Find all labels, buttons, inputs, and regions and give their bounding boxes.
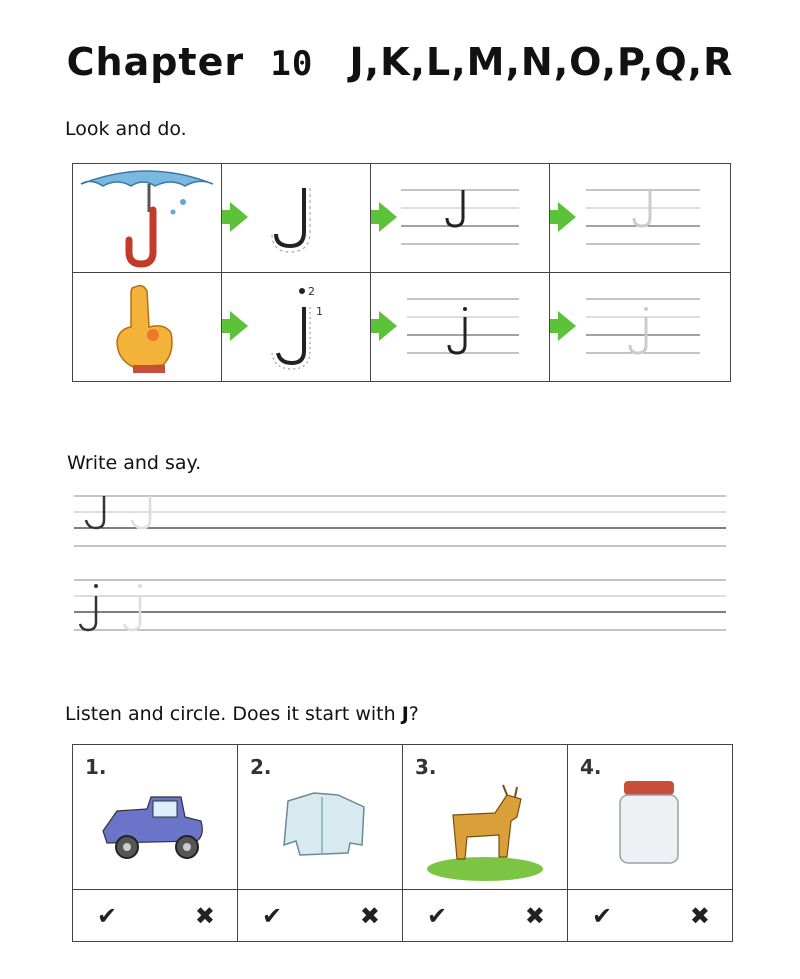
- cross-button[interactable]: ✖: [194, 902, 215, 930]
- item-1-picture: 1.: [73, 745, 238, 890]
- green-arrow-icon: [550, 202, 576, 232]
- arrow-to-small-j-cell: [222, 273, 371, 382]
- cross-button[interactable]: ✖: [689, 902, 710, 930]
- small-j-on-lines-cell: [371, 273, 550, 382]
- umbrella-icon: [73, 164, 221, 272]
- tick-button[interactable]: ✔: [262, 902, 283, 930]
- green-arrow-icon: [222, 311, 248, 341]
- green-arrow-icon: [371, 311, 397, 341]
- listen-grid: [72, 744, 733, 942]
- green-arrow-icon: [371, 202, 397, 232]
- cross-button[interactable]: ✖: [524, 902, 545, 930]
- chapter-letters: J,K,L,M,N,O,P,Q,R: [349, 40, 734, 84]
- stroke-label-1: 1: [316, 305, 323, 318]
- handwriting-lines[interactable]: [70, 488, 730, 648]
- finger-cell: [73, 273, 222, 382]
- item-1-answers: [73, 890, 238, 942]
- green-arrow-icon: [550, 311, 576, 341]
- item-4-picture: 4.: [568, 745, 733, 890]
- look-and-do-grid: [72, 163, 731, 382]
- page-title: [0, 40, 800, 84]
- green-arrow-icon: [222, 202, 248, 232]
- target-letter: J: [401, 703, 409, 725]
- tick-button[interactable]: ✔: [592, 902, 613, 930]
- item-4-answers: [568, 890, 733, 942]
- chapter-number: 10: [270, 44, 314, 84]
- look-and-do-instruction: Look and do.: [65, 118, 187, 140]
- write-and-say-instruction: Write and say.: [67, 452, 202, 474]
- faint-small-j-cell: [550, 273, 731, 382]
- trace-lowercase-j: [80, 584, 142, 630]
- item-3-answers: [403, 890, 568, 942]
- item-2-answers: [238, 890, 403, 942]
- pointing-finger-icon: [73, 273, 221, 381]
- tick-button[interactable]: ✔: [427, 902, 448, 930]
- tick-button[interactable]: ✔: [97, 902, 118, 930]
- umbrella-cell: [73, 164, 222, 273]
- cross-button[interactable]: ✖: [359, 902, 380, 930]
- j-on-lines-cell: [371, 164, 550, 273]
- item-2-picture: 2.: [238, 745, 403, 890]
- listen-and-circle-instruction: Listen and circle. Does it start with J?: [65, 703, 419, 725]
- arrow-to-big-j-cell: [222, 164, 371, 273]
- title-prefix: Chapter: [66, 40, 245, 84]
- item-3-picture: 3.: [403, 745, 568, 890]
- stroke-label-2: 2: [308, 285, 315, 298]
- faint-j-cell: [550, 164, 731, 273]
